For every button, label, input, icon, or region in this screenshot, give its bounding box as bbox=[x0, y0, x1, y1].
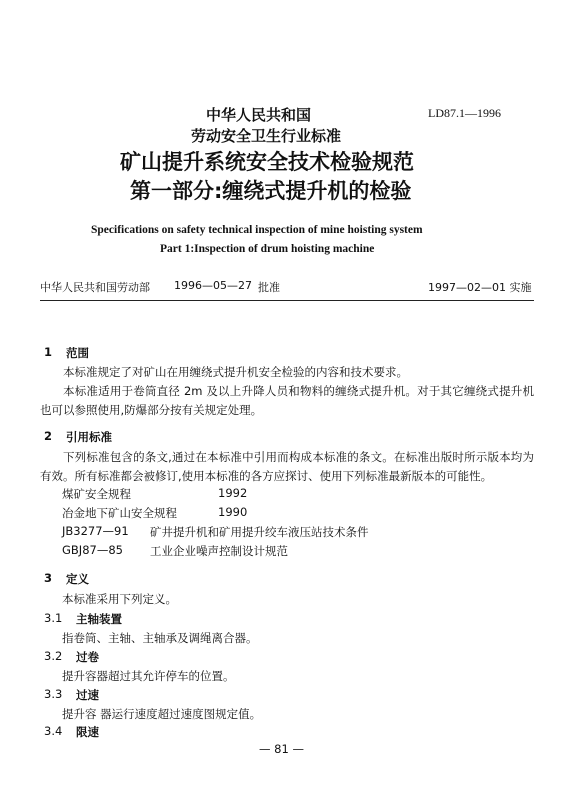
reference-name: 冶金地下矿山安全规程 bbox=[62, 506, 177, 520]
approval-label: 批准 bbox=[258, 281, 280, 294]
document-title: 矿山提升系统安全技术检验规范 bbox=[120, 150, 414, 174]
definition-number: 3.2 bbox=[44, 649, 63, 663]
definition-number: 3.1 bbox=[44, 611, 63, 625]
section-2-number: 2 bbox=[44, 429, 53, 443]
definition-number: 3.3 bbox=[44, 687, 63, 701]
reference-name: 煤矿安全规程 bbox=[62, 487, 131, 501]
section-1-title: 范围 bbox=[66, 346, 89, 360]
reference-value: 1992 bbox=[218, 486, 248, 500]
english-title: Specifications on safety technical inspection of mine hoisting system bbox=[91, 224, 423, 236]
definition-term: 过速 bbox=[76, 688, 99, 702]
section-2-title: 引用标准 bbox=[66, 430, 112, 444]
section-2-paragraph-1: 下列标准包含的条文,通过在本标准中引用而构成本标准的条文。在标准出版时所示版本均为有效。所有标准都会被修订,使用本标准的各方应探讨、使用下列标准最新版本的可能性。 bbox=[40, 450, 534, 483]
definition-text: 提升容 器运行速度超过速度图规定值。 bbox=[62, 707, 262, 721]
issuing-authority: 中华人民共和国 bbox=[206, 106, 312, 124]
implementation-date: 1997—02—01 实施 bbox=[428, 281, 532, 294]
reference-name: JB3277—91 bbox=[62, 524, 129, 538]
definition-number: 3.4 bbox=[44, 724, 63, 738]
header-rule bbox=[40, 300, 534, 301]
approval-date: 1996—05—27 bbox=[174, 279, 252, 292]
reference-value: 1990 bbox=[218, 505, 248, 519]
definition-text: 指卷筒、主轴、主轴承及调绳离合器。 bbox=[62, 631, 258, 645]
reference-name: GBJ87—85 bbox=[62, 543, 123, 557]
reference-value: 工业企业噪声控制设计规范 bbox=[150, 544, 288, 558]
section-3-title: 定义 bbox=[66, 572, 89, 586]
standard-category: 劳动安全卫生行业标准 bbox=[191, 127, 342, 145]
definition-term: 主轴装置 bbox=[76, 612, 122, 626]
standard-code: LD87.1—1996 bbox=[428, 106, 501, 120]
section-1-paragraph-2: 本标准适用于卷筒直径 2m 及以上升降人员和物料的缠绕式提升机。对于其它缠绕式提升机也可以参照使用,防爆部分按有关规定处理。 bbox=[40, 384, 534, 417]
section-1-paragraph-1: 本标准规定了对矿山在用缠绕式提升机安全检验的内容和技术要求。 bbox=[63, 365, 408, 379]
definition-term: 过卷 bbox=[76, 650, 99, 664]
definition-text: 提升容器超过其允许停车的位置。 bbox=[62, 669, 235, 683]
english-subtitle: Part 1:Inspection of drum hoisting machine bbox=[160, 243, 375, 255]
document-subtitle: 第一部分:缠绕式提升机的检验 bbox=[130, 179, 412, 203]
section-3-number: 3 bbox=[44, 571, 53, 585]
issuer: 中华人民共和国劳动部 bbox=[40, 281, 150, 294]
definition-term: 限速 bbox=[76, 725, 99, 739]
section-1-number: 1 bbox=[44, 345, 53, 359]
section-3-intro: 本标准采用下列定义。 bbox=[62, 592, 177, 606]
page-number: — 81 — bbox=[259, 742, 304, 756]
reference-value: 矿井提升机和矿用提升绞车液压站技术条件 bbox=[150, 525, 369, 539]
